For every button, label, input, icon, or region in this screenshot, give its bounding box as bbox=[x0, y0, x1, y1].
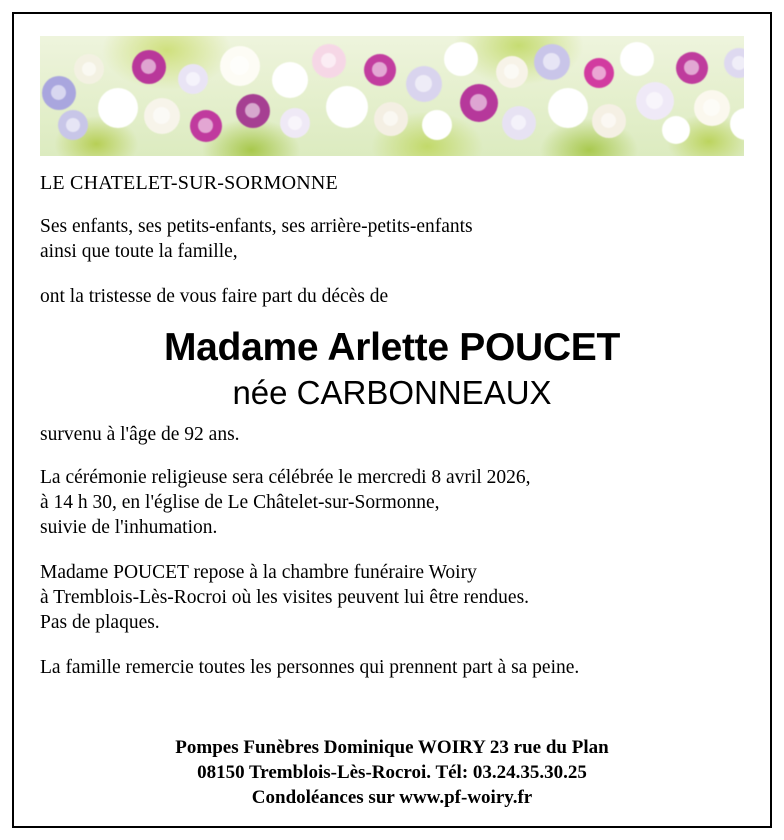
flower-blossom bbox=[444, 42, 478, 76]
flower-blossom bbox=[592, 104, 626, 138]
deceased-maiden-name: née CARBONNEAUX bbox=[232, 373, 552, 411]
flower-blossom bbox=[220, 46, 260, 86]
flower-blossom bbox=[178, 64, 208, 94]
flower-blossom bbox=[236, 94, 270, 128]
flower-blossom bbox=[676, 52, 708, 84]
family-line: Ses enfants, ses petits-enfants, ses arrière-petits-enfants bbox=[40, 216, 473, 237]
announcement-line: ont la tristesse de vous faire part du décès de bbox=[40, 285, 389, 307]
repose-line: Madame POUCET repose à la chambre funéraire Woiry bbox=[40, 561, 477, 583]
flower-blossom bbox=[364, 54, 396, 86]
repose-line: Pas de plaques. bbox=[40, 611, 160, 633]
flower-blossom bbox=[280, 108, 310, 138]
flower-blossom bbox=[374, 102, 408, 136]
flower-blossom bbox=[190, 110, 222, 142]
ceremony-line: suivie de l'inhumation. bbox=[40, 516, 218, 538]
family-line: ainsi que toute la famille, bbox=[40, 240, 238, 262]
flower-blossom bbox=[58, 110, 88, 140]
flower-blossom bbox=[406, 66, 442, 102]
condolences-line[interactable]: Condoléances sur www.pf-woiry.fr bbox=[251, 786, 533, 808]
funeral-home-line: 08150 Tremblois-Lès-Rocroi. Tél: 03.24.35.30.25 bbox=[197, 761, 587, 783]
flower-blossom bbox=[312, 44, 346, 78]
family-paragraph bbox=[40, 215, 744, 265]
flower-blossom bbox=[144, 98, 180, 134]
funeral-home-line: Pompes Funèbres Dominique WOIRY 23 rue du Plan bbox=[175, 736, 609, 758]
flower-blossom bbox=[636, 82, 674, 120]
ceremony-paragraph bbox=[40, 466, 744, 541]
flower-blossom bbox=[620, 42, 654, 76]
floral-banner-image bbox=[40, 36, 744, 156]
flower-blossom bbox=[584, 58, 614, 88]
repose-line: à Tremblois-Lès-Rocroi où les visites peuvent lui être rendues. bbox=[40, 586, 530, 608]
flower-blossom bbox=[460, 84, 498, 122]
flower-blossom bbox=[662, 116, 690, 144]
flower-blossom bbox=[502, 106, 536, 140]
repose-paragraph bbox=[40, 561, 744, 636]
flower-blossom bbox=[548, 88, 588, 128]
funeral-home-footer bbox=[40, 735, 744, 812]
flower-blossom bbox=[98, 88, 138, 128]
flower-blossom bbox=[326, 86, 368, 128]
notice-frame bbox=[12, 12, 772, 828]
flower-blossom bbox=[422, 110, 452, 140]
flower-blossom bbox=[534, 44, 570, 80]
flower-blossom bbox=[694, 90, 730, 126]
flower-blossom bbox=[272, 62, 308, 98]
city-name: LE CHATELET-SUR-SORMONNE bbox=[40, 172, 338, 194]
deceased-name-block bbox=[40, 326, 744, 412]
flower-blossom bbox=[74, 54, 104, 84]
thanks-line: La famille remercie toutes les personnes qui prennent part à sa peine. bbox=[40, 656, 580, 678]
flower-blossom bbox=[42, 76, 76, 110]
ceremony-line: La cérémonie religieuse sera célébrée le mercredi 8 avril 2026, bbox=[40, 466, 531, 488]
age-line: survenu à l'âge de 92 ans. bbox=[40, 423, 240, 445]
ceremony-line: à 14 h 30, en l'église de Le Châtelet-sur-Sormonne, bbox=[40, 491, 440, 513]
flower-blossom bbox=[132, 50, 166, 84]
flower-blossom bbox=[496, 56, 528, 88]
deceased-name: Madame Arlette POUCET bbox=[163, 325, 621, 369]
